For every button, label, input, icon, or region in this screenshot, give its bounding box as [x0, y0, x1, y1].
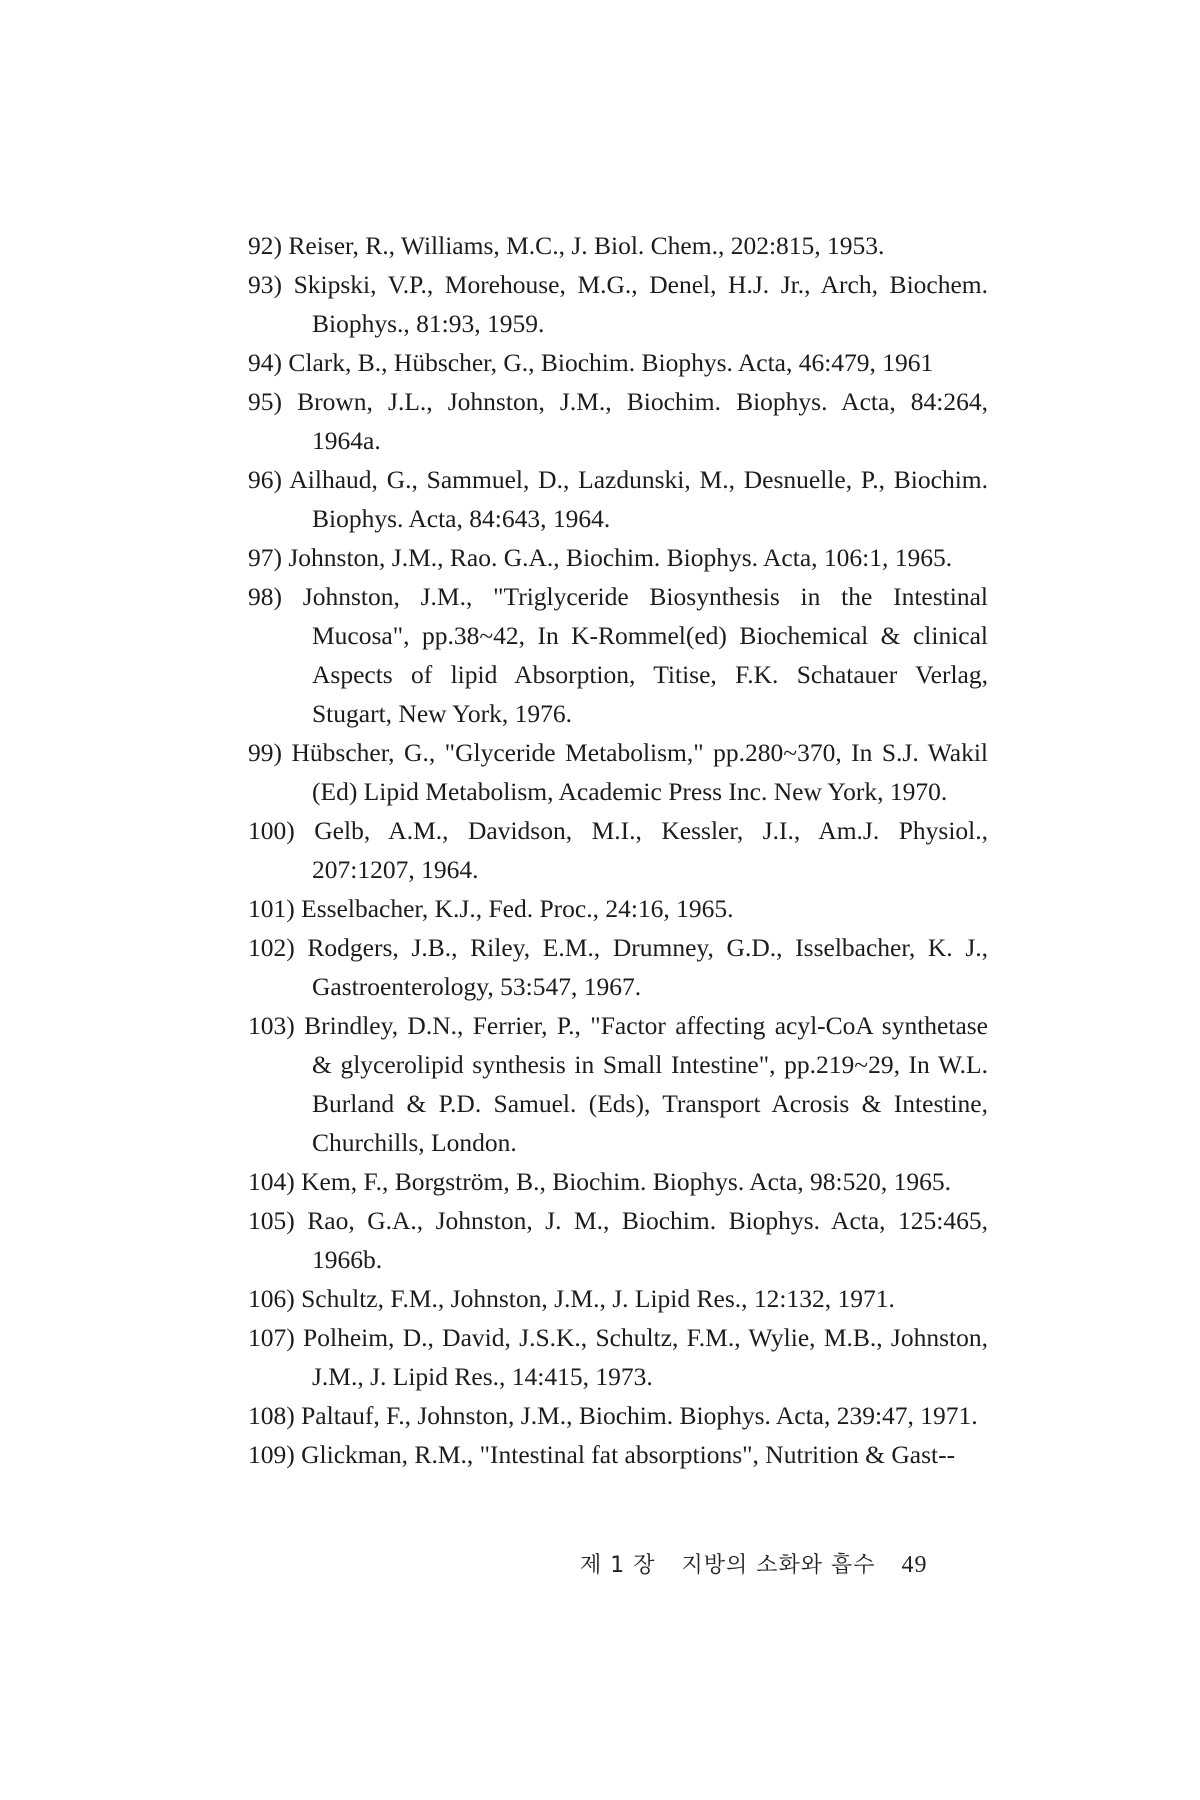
reference-number: 98)	[248, 582, 282, 611]
reference-item	[248, 1435, 988, 1474]
reference-number: 103)	[248, 1011, 295, 1040]
reference-item	[248, 733, 988, 811]
reference-list	[248, 226, 988, 1474]
reference-text: Skipski, V.P., Morehouse, M.G., Denel, H.J. Jr., Arch, Biochem. Biophys., 81:93, 1959.	[293, 270, 988, 338]
reference-number: 102)	[248, 933, 295, 962]
reference-text: Schultz, F.M., Johnston, J.M., J. Lipid Res., 12:132, 1971.	[301, 1284, 895, 1313]
reference-text: Glickman, R.M., "Intestinal fat absorptions", Nutrition & Gast--	[301, 1440, 956, 1469]
page-number: 49	[901, 1552, 928, 1578]
reference-number: 99)	[248, 738, 282, 767]
reference-text: Brown, J.L., Johnston, J.M., Biochim. Biophys. Acta, 84:264, 1964a.	[297, 387, 989, 455]
reference-item	[248, 343, 988, 382]
reference-number: 94)	[248, 348, 282, 377]
reference-text: Ailhaud, G., Sammuel, D., Lazdunski, M., Desnuelle, P., Biochim. Biophys. Acta, 84:643, 1964.	[289, 465, 988, 533]
reference-number: 107)	[248, 1323, 295, 1352]
reference-number: 97)	[248, 543, 282, 572]
reference-item	[248, 1162, 988, 1201]
reference-number: 93)	[248, 270, 282, 299]
reference-number: 100)	[248, 816, 295, 845]
reference-item	[248, 1006, 988, 1162]
reference-item	[248, 538, 988, 577]
reference-number: 108)	[248, 1401, 295, 1430]
reference-text: Rao, G.A., Johnston, J. M., Biochim. Biophys. Acta, 125:465, 1966b.	[307, 1206, 988, 1274]
page-footer	[580, 1548, 928, 1579]
reference-item	[248, 460, 988, 538]
reference-item	[248, 265, 988, 343]
reference-item	[248, 1318, 988, 1396]
reference-item	[248, 889, 988, 928]
reference-text: Paltauf, F., Johnston, J.M., Biochim. Biophys. Acta, 239:47, 1971.	[301, 1401, 978, 1430]
reference-text: Rodgers, J.B., Riley, E.M., Drumney, G.D., Isselbacher, K. J., Gastroenterology, 53:547, 1967.	[307, 933, 988, 1001]
reference-number: 95)	[248, 387, 282, 416]
reference-text: Johnston, J.M., "Triglyceride Biosynthesis in the Intestinal Mucosa", pp.38~42, In K-Rommel(ed) Biochemical & clinical Aspects of lipid Absorption, Titise, F.K. Schatauer Verlag, Stugart, New York, 1976.	[302, 582, 988, 728]
reference-number: 106)	[248, 1284, 295, 1313]
reference-text: Esselbacher, K.J., Fed. Proc., 24:16, 1965.	[301, 894, 734, 923]
reference-number: 92)	[248, 231, 282, 260]
reference-item	[248, 382, 988, 460]
reference-text: Hübscher, G., "Glyceride Metabolism," pp.280~370, In S.J. Wakil (Ed) Lipid Metabolism, Academic Press Inc. New York, 1970.	[291, 738, 989, 806]
chapter-label: 제 1 장	[580, 1553, 656, 1578]
reference-text: Johnston, J.M., Rao. G.A., Biochim. Biophys. Acta, 106:1, 1965.	[288, 543, 953, 572]
reference-item	[248, 1396, 988, 1435]
reference-item	[248, 1279, 988, 1318]
reference-number: 105)	[248, 1206, 295, 1235]
reference-item	[248, 577, 988, 733]
reference-item	[248, 928, 988, 1006]
reference-text: Kem, F., Borgström, B., Biochim. Biophys. Acta, 98:520, 1965.	[301, 1167, 952, 1196]
reference-number: 104)	[248, 1167, 295, 1196]
reference-text: Polheim, D., David, J.S.K., Schultz, F.M., Wylie, M.B., Johnston, J.M., J. Lipid Res., 14:415, 1973.	[303, 1323, 988, 1391]
reference-number: 109)	[248, 1440, 295, 1469]
reference-number: 96)	[248, 465, 282, 494]
reference-text: Gelb, A.M., Davidson, M.I., Kessler, J.I., Am.J. Physiol., 207:1207, 1964.	[312, 816, 988, 884]
reference-text: Brindley, D.N., Ferrier, P., "Factor affecting acyl-CoA synthetase & glycerolipid synthesis in Small Intestine", pp.219~29, In W.L. Burland & P.D. Samuel. (Eds), Transport Acrosis & Intestine, Churchills, London.	[304, 1011, 988, 1157]
reference-number: 101)	[248, 894, 295, 923]
reference-item	[248, 1201, 988, 1279]
reference-text: Clark, B., Hübscher, G., Biochim. Biophys. Acta, 46:479, 1961	[288, 348, 934, 377]
reference-item	[248, 811, 988, 889]
reference-text: Reiser, R., Williams, M.C., J. Biol. Chem., 202:815, 1953.	[288, 231, 885, 260]
reference-item	[248, 226, 988, 265]
chapter-title: 지방의 소화와 흡수	[681, 1553, 876, 1578]
